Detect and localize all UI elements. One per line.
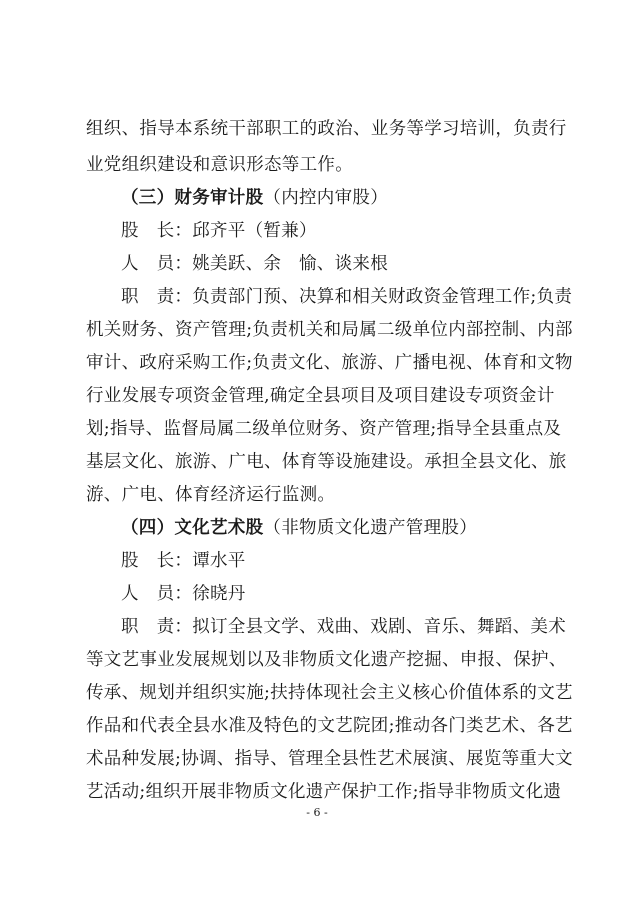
body-line: 股 长：谭水平 (121, 551, 246, 571)
section-subtitle: （内控内审股） (263, 188, 389, 208)
body-line: 业党组织建设和意识形态等工作。 (86, 155, 353, 175)
body-line: 传承、规划并组织实施;扶持体现社会主义核心价值体系的文艺 (86, 683, 573, 703)
page-number: - 6 - (306, 806, 328, 819)
body-line: 术品种发展;协调、指导、管理全县性艺术展演、展览等重大文 (86, 749, 573, 769)
body-line: 组织、指导本系统干部职工的政治、业务等学习培训，负责行 (86, 119, 567, 139)
body-line: 作品和代表全县水准及特色的文艺院团;推动各门类艺术、各艺 (86, 716, 573, 736)
body-line: 划;指导、监督局属二级单位财务、资产管理;指导全县重点及 (86, 419, 562, 439)
body-line: 股 长：邱齐平（暂兼） (121, 221, 317, 241)
body-line: 等文艺事业发展规划以及非物质文化遗产挖掘、申报、保护、 (86, 650, 567, 670)
body-line: 人 员：姚美跃、余 愉、谈来根 (121, 254, 388, 274)
body-line: 人 员：徐晓丹 (121, 584, 246, 604)
body-line: 职 责：负责部门预、决算和相关财政资金管理工作;负责 (121, 287, 573, 307)
body-line: 基层文化、旅游、广电、体育等设施建设。承担全县文化、旅 (86, 452, 567, 472)
section-subtitle: （非物质文化遗产管理股） (263, 518, 478, 538)
body-line: 行业发展专项资金管理,确定全县项目及项目建设专项资金计 (86, 386, 555, 406)
body-line: 艺活动;组织开展非物质文化遗产保护工作;指导非物质文化遗 (86, 782, 562, 802)
body-line: 机关财务、资产管理;负责机关和局属二级单位内部控制、内部 (86, 320, 573, 340)
section-title: （三）财务审计股 (121, 188, 264, 208)
body-line: 审计、政府采购工作;负责文化、旅游、广播电视、体育和文物 (86, 353, 573, 373)
section-heading-culture-art (121, 518, 548, 538)
body-line: 游、广电、体育经济运行监测。 (86, 485, 336, 505)
body-line: 职 责：拟订全县文学、戏曲、戏剧、音乐、舞蹈、美术 (121, 617, 566, 637)
section-heading-finance-audit (121, 188, 548, 208)
section-title: （四）文化艺术股 (121, 518, 264, 538)
